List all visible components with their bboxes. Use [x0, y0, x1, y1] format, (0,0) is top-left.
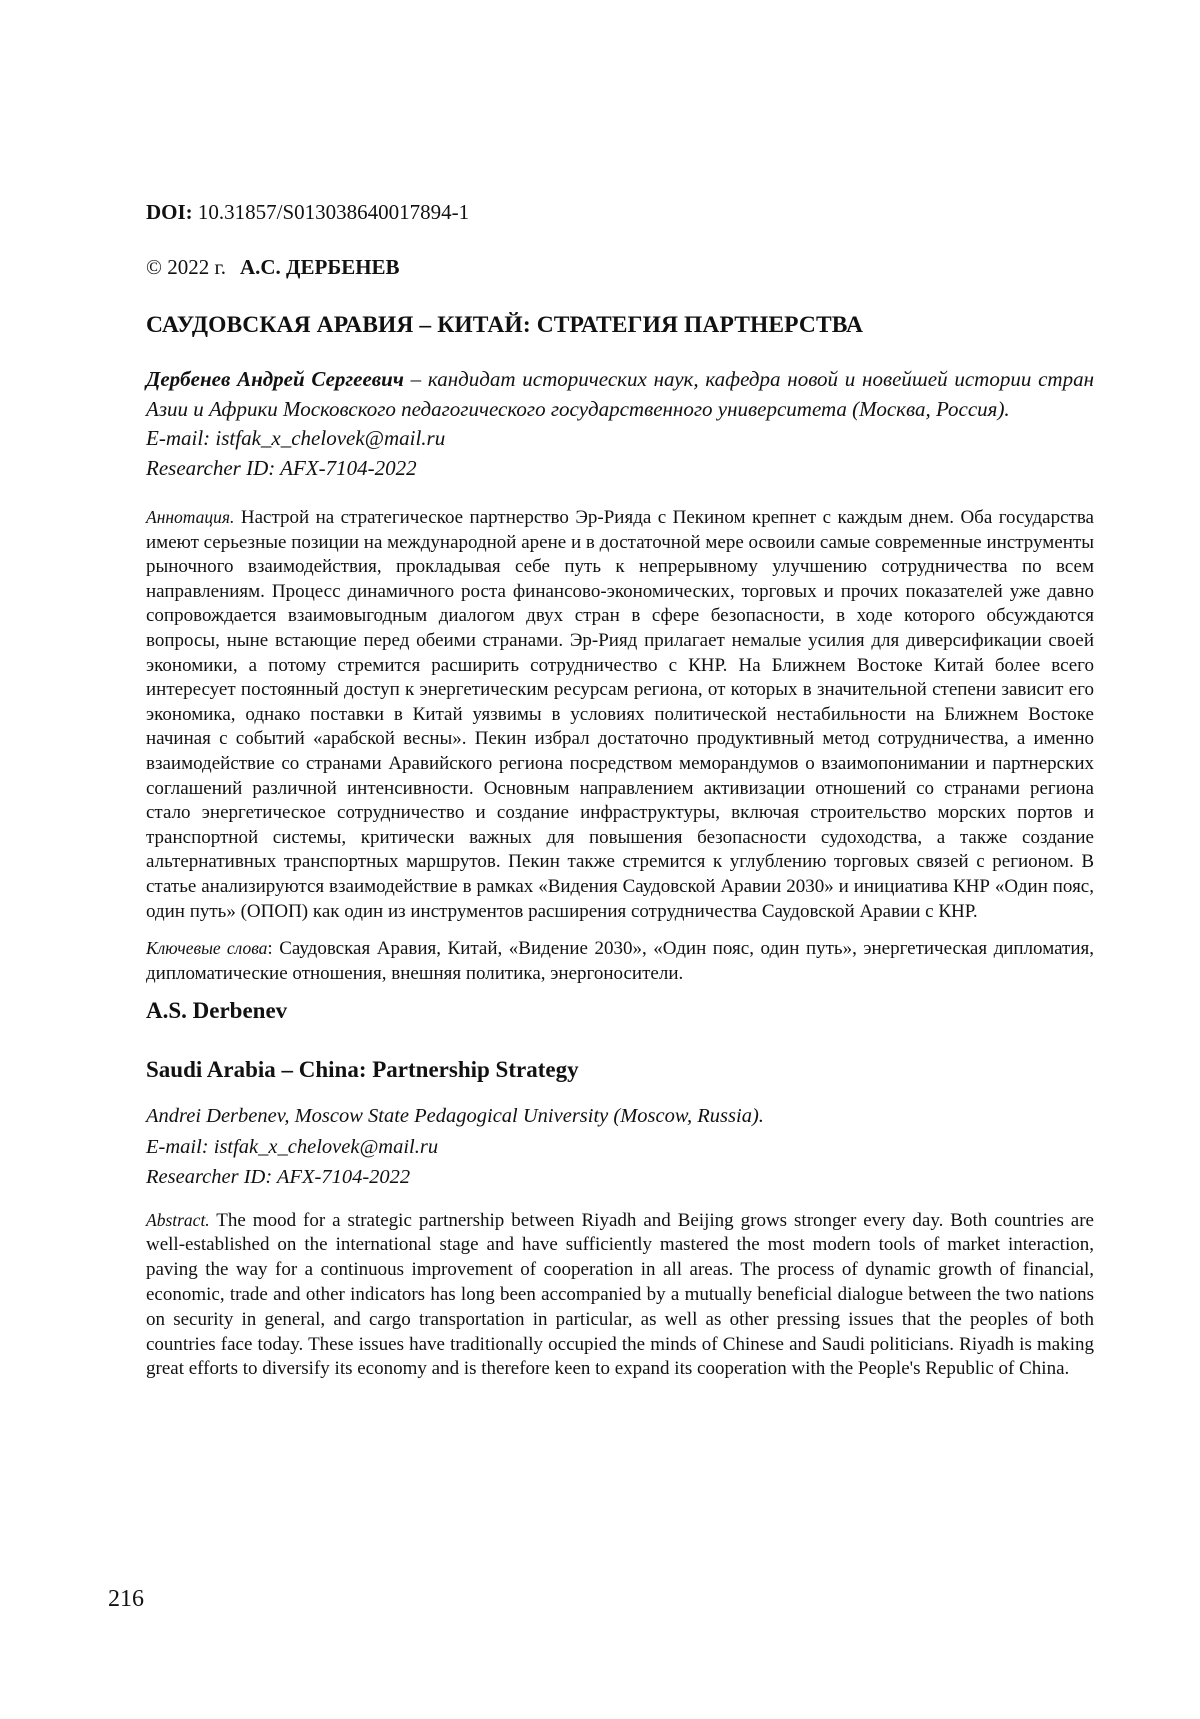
keywords-label-ru: Ключевые слова — [146, 938, 267, 958]
copyright-line — [146, 255, 1094, 280]
article-title-en: Saudi Arabia – China: Partnership Strategy — [146, 1057, 1094, 1083]
abstract-ru — [146, 505, 1094, 924]
author-email-ru[interactable]: E-mail: istfak_x_chelovek@mail.ru — [146, 424, 1094, 454]
doi-line — [146, 200, 1094, 225]
author-affiliation-en: Andrei Derbenev, Moscow State Pedagogical University (Moscow, Russia). — [146, 1101, 1094, 1132]
abstract-text-en: The mood for a strategic partnership between Riyadh and Beijing grows stronger every day. Both countries are well-established on the international stage and have sufficiently mastered the most modern tools of market interaction, paving the way for a continuous improvement of cooperation in all areas. The process of dynamic growth of financial, economic, trade and other indicators has long been accompanied by a mutually beneficial dialogue between the two nations on security in general, and cargo transportation in particular, as well as other pressing issues that the peoples of both countries face today. These issues have traditionally occupied the minds of Chinese and Saudi politicians. Riyadh is making great efforts to diversify its economy and is therefore keen to expand its cooperation with the People's Republic of China. — [146, 1210, 1094, 1380]
copyright-author: А.С. ДЕРБЕНЕВ — [240, 255, 400, 279]
author-info-en — [146, 1101, 1094, 1193]
author-affiliation-ru — [146, 365, 1094, 424]
author-researcher-id-ru: Researcher ID: AFX-7104-2022 — [146, 454, 1094, 484]
keywords-text-ru: : Саудовская Аравия, Китай, «Видение 2030», «Один пояс, один путь», энергетическая дипломатия, дипломатические отношения, внешняя политика, энергоносители. — [146, 938, 1094, 984]
author-researcher-id-en: Researcher ID: AFX-7104-2022 — [146, 1162, 1094, 1193]
article-title-ru: САУДОВСКАЯ АРАВИЯ – КИТАЙ: СТРАТЕГИЯ ПАРТНЕРСТВА — [146, 312, 1094, 339]
doi-value[interactable]: 10.31857/S013038640017894-1 — [198, 200, 469, 224]
keywords-ru — [146, 936, 1094, 986]
article-page — [146, 200, 1094, 1382]
page-number: 216 — [108, 1586, 144, 1613]
abstract-label-en: Abstract. — [146, 1210, 210, 1230]
copyright-year: © 2022 г. — [146, 255, 226, 279]
author-affiliation-text: – кандидат исторических наук, кафедра новой и новейшей истории стран Азии и Африки Московского педагогического государственного университета (Москва, Россия). — [146, 367, 1094, 421]
abstract-en — [146, 1208, 1094, 1383]
abstract-text-ru: Настрой на стратегическое партнерство Эр-Рияда с Пекином крепнет с каждым днем. Оба государства имеют серьезные позиции на международной арене и в достаточной мере освоили самые современные инструменты рыночного взаимодействия, прокладывая себе путь к непрерывному улучшению сотрудничества по всем направлениям. Процесс динамичного роста финансово-экономических, торговых и прочих показателей уже давно сопровождается взаимовыгодным диалогом двух стран в сфере безопасности, в ходе которого обсуждаются вопросы, ныне встающие перед обеими странами. Эр-Рияд прилагает немалые усилия для диверсификации своей экономики, а потому стремится расширить сотрудничество с КНР. На Ближнем Востоке Китай более всего интересует постоянный доступ к энергетическим ресурсам региона, от которых в значительной степени зависит его экономика, однако поставки в Китай уязвимы в условиях политической нестабильности на Ближнем Востоке начиная с событий «арабской весны». Пекин избрал достаточно продуктивный метод сотрудничества, а именно взаимодействие со странами Аравийского региона посредством меморандумов о взаимопонимании и партнерских соглашений различной интенсивности. Основным направлением активизации отношений со странами региона стало энергетическое сотрудничество и создание инфраструктуры, включая строительство морских портов и транспортной системы, критически важных для повышения безопасности судоходства, а также создание альтернативных транспортных маршрутов. Пекин также стремится к углублению торговых связей с регионом. В статье анализируются взаимодействие в рамках «Видения Саудовской Аравии 2030» и инициатива КНР «Один пояс, один путь» (ОПОП) как один из инструментов расширения сотрудничества Саудовской Аравии с КНР. — [146, 507, 1094, 922]
author-email-en[interactable]: E-mail: istfak_x_chelovek@mail.ru — [146, 1132, 1094, 1163]
abstract-label-ru: Аннотация. — [146, 507, 234, 527]
author-en: A.S. Derbenev — [146, 998, 1094, 1024]
author-info-ru — [146, 365, 1094, 483]
author-name-ru: Дербенев Андрей Сергеевич — [146, 367, 404, 391]
doi-label: DOI: — [146, 200, 193, 224]
